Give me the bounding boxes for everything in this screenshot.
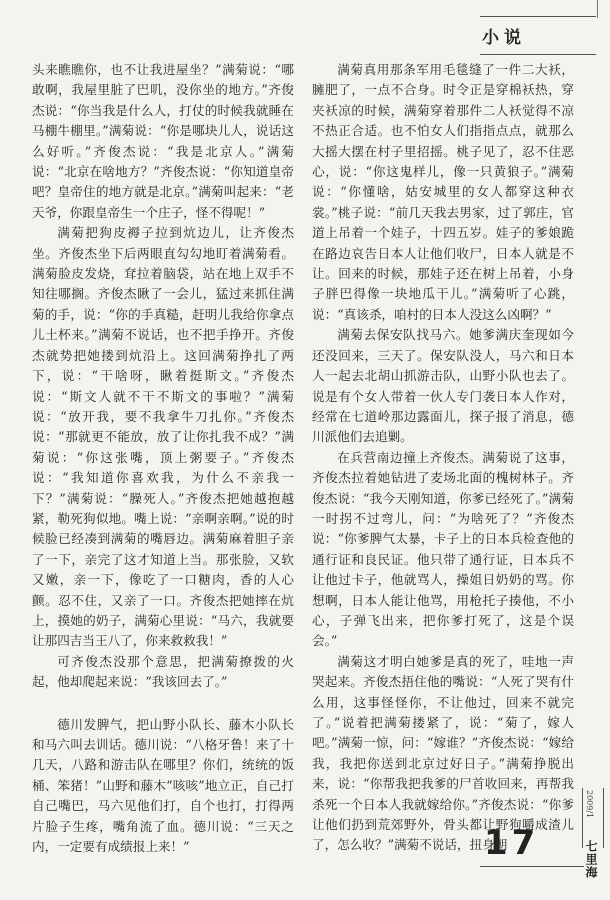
footer-rule	[480, 866, 584, 867]
magazine-name: 七里海	[584, 840, 598, 879]
issue-label: 2009/1	[585, 790, 594, 819]
corner-mark	[597, 0, 598, 18]
paragraph: 德川发脾气，把山野小队长、藤木小队长和马六叫去训话。德川说：“八格牙鲁！来了十几天，八路和游击队在哪里？你们，统统的饭桶、笨猪！”山野和藤木“咳咳”地立正，自己打自己嘴巴，马六见他们打，自个也打，打得两片脸子生疼，嘴角流了血。德川说：“三天之内，一定要有成绩报上来！”	[32, 716, 294, 855]
paragraph: 满菊真用那条军用毛毯缝了一件二大袄，臃肥了，一点不合身。时令正是穿棉袄热，穿夹袄凉的时候，满菊穿着那件二人袄觉得不凉不热正合适。也不怕女人们指指点点，就那么大摇大摆在村子里招摇。桃子见了，忍不住恶心，说：“你这鬼样儿，像一只黄狼子。”满菊说：“你懂啥，姑安城里的女人都穿这种衣裳。”桃子说：“前几天我去男家，过了郭庄，官道上吊着一个娃子，十四五岁。娃子的爹娘跪在路边哀告日本人让他们收尸，日本人就是不让。回来的时候，那娃子还在树上吊着，小身子胖巴得像一块地瓜干儿。”满菊听了心跳，说：“真该杀，咱村的日本人没这么凶啊？”	[312, 62, 574, 322]
paragraph: 在兵营南边撞上齐俊杰。满菊说了这事，齐俊杰拉着她钻进了麦场北面的槐树林子。齐俊杰说：“我今天刚知道，你爹已经死了。”满菊一时拐不过弯儿，问：“为啥死了？”齐俊杰说：“你爹脾气太暴，卡子上的日本兵检查他的通行证和良民证。他只带了通行证，日本兵不让他过卡子，他就骂人，操姐日奶奶的骂。你想啊，日本人能让他骂，用枪托子揍他，不小心，子弹飞出来，把你爹打死了，这是个误会。”	[312, 449, 574, 649]
left-column	[32, 60, 294, 857]
section-label: 小说	[482, 28, 526, 48]
paragraph: 满菊这才明白她爹是真的死了，哇地一声哭起来。齐俊杰捂住他的嘴说：“人死了哭有什么用，这事怪怪你，不让他过，回来不就完了。”说着把满菊搂紧了，说：“菊了，嫁人吧。”满菊一惊，问：“嫁谁？”齐俊杰说：“嫁给我，我把你送到北京过好日子。”满菊挣脱出来，说：“你帮我把我爹的尸首收回来，再帮我杀死一个日本人我就嫁给你。”齐俊杰说：“你爹让他们扔到荒郊野外，骨头都让野狗嚼成渣儿了，怎么收？”满菊不说话，扭身朝	[312, 653, 574, 853]
page-number: 17	[484, 823, 540, 863]
right-column	[312, 60, 574, 856]
header-rule	[480, 16, 596, 17]
paragraph: 头来瞧瞧你，也不让我进屋坐？”满菊说：“哪敢啊，我屋里脏了巴叽，没你坐的地方。”齐俊杰说：“你当我是什么人，打仗的时候我就睡在马棚牛棚里。”满菊说：“你是哪块儿人，说话这么好听。”齐俊杰说：“我是北京人。”满菊说：“北京在啥地方？”齐俊杰说：“你知道皇帝吧？皇帝住的地方就是北京。”满菊叫起来：“老天爷，你跟皇帝生一个庄子，怪不得呢！”	[32, 62, 294, 220]
header-divider	[480, 54, 596, 55]
paragraph: 满菊把狗皮褥子拉到炕边儿，让齐俊杰坐。齐俊杰坐下后两眼直勾勾地盯着满菊看。满菊脸皮发烧，耷拉着脑袋，站在地上双手不知往哪搁。齐俊杰瞅了一会儿，猛过来抓住满菊的手，说：“你的手真糙，赶明儿我给你拿点儿土杯来。”满菊不说话，也不把手挣开。齐俊杰就势把她搂到炕沿上。这回满菊挣扎了两下，说：“干啥呀，瞅着挺斯文。”齐俊杰说：“斯文人就不干不斯文的事啦？”满菊说：“放开我，要不我拿牛刀扎你。”齐俊杰说：“那就更不能放，放了让你扎我不成？”满菊说：“你这张嘴，顶上粥要子。”齐俊杰说：“我知道你喜欢我，为什么不亲我一下？”满菊说：“臊死人。”齐俊杰把她越抱越紧，勒死狗似地。嘴上说：“亲啊亲啊。”说的时候脸已经凑到满菊的嘴唇边。满菊麻着胆子亲了一下，亲完了这才知道上当。那张脸，又软又嫩，亲一下，像吃了一口糖肉，香的人心颤。忍不住，又亲了一口。齐俊杰把她摔在炕上，摸她的奶子，满菊心里说：“马六，我就要让那四吉当王八了，你来救救我！”	[32, 225, 294, 649]
paragraph: 可齐俊杰没那个意思，把满菊撩拨的火起，他却爬起来说：“我该回去了。”	[32, 653, 294, 690]
paragraph: 满菊去保安队找马六。她爹满庆奎现如今还没回来，三天了。保安队没人，马六和日本人一起去北胡山抓游击队，山野小队也去了。说是有个女人带着一伙人专门袭日本人作对，经常在七道岭那边露面儿，探子报了消息，德川派他们去追剿。	[312, 327, 574, 445]
